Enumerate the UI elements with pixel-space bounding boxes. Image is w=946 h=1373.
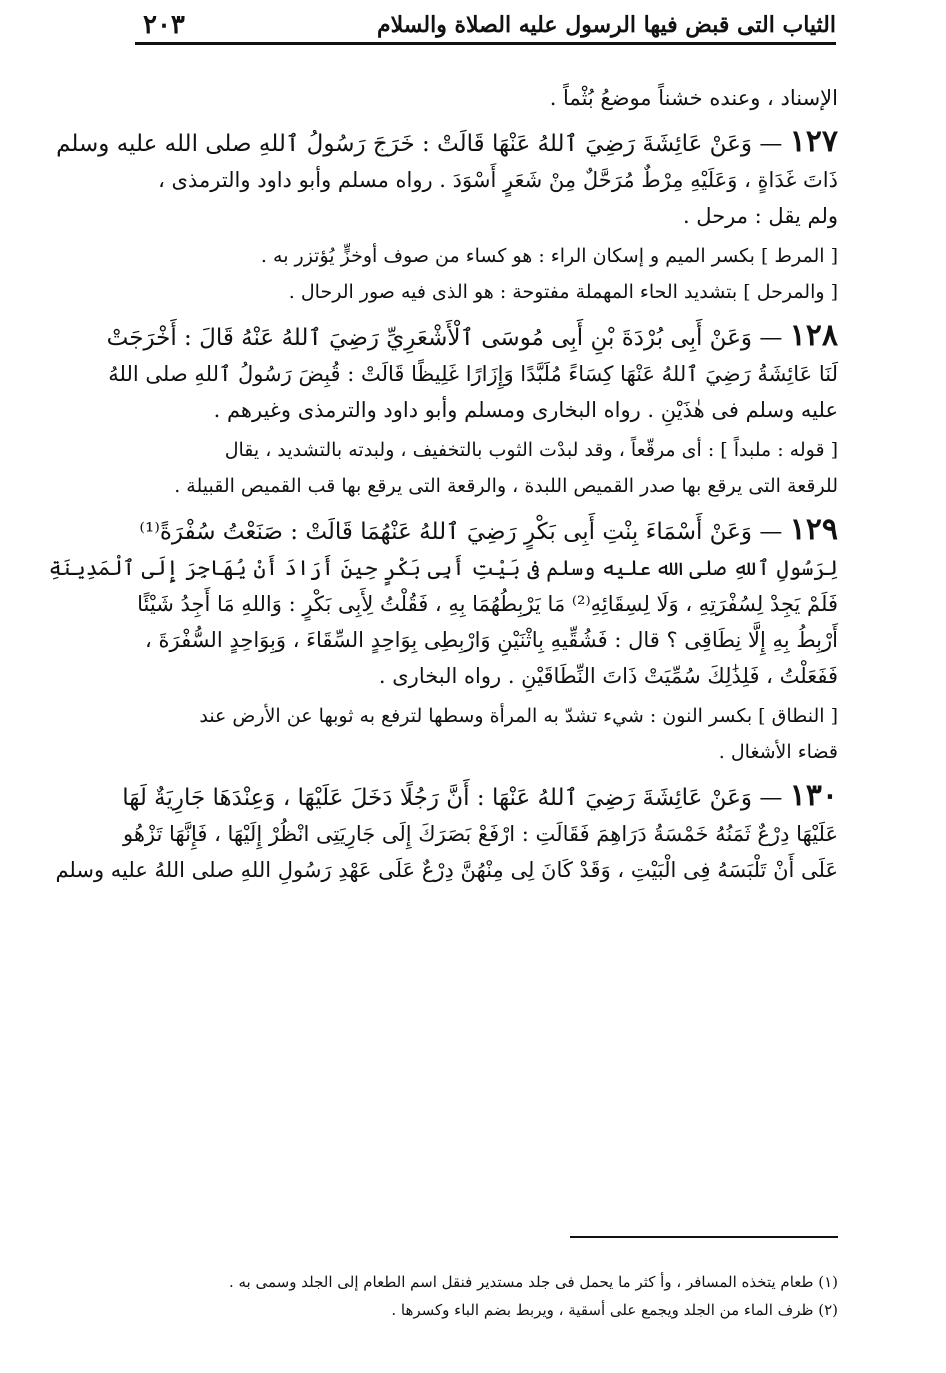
commentary bbox=[132, 432, 838, 504]
page-body bbox=[48, 80, 838, 888]
header-rule bbox=[135, 42, 836, 45]
hadith-number: ١٢٨ bbox=[789, 318, 838, 353]
hadith-line: عَلَى أَنْ تَلْبَسَهُ فِى الْبَيْتِ ، وَقَدْ كَانَ لِى مِنْهُنَّ دِرْعٌ عَلَى عَهْدِ رَسُولِ اللهِ صلى اللهُ عليه وسلم bbox=[55, 858, 838, 882]
hadith-129 bbox=[48, 512, 838, 770]
intro-line: الإسناد ، وعنده خشناً موضعُ بُثْماً . bbox=[549, 86, 838, 110]
hadith-number: ١٣٠ bbox=[789, 778, 838, 813]
hadith-line bbox=[132, 512, 838, 550]
hadith-line: عليه وسلم فى هٰذَيْنِ . رواه البخارى ومسلم وأبو داود والترمذى وغيرهم . bbox=[213, 398, 838, 422]
commentary-line: [ المرط ] بكسر الميم و إسكان الراء : هو كساء من صوف أوخزٍّ يُؤتزر به . bbox=[260, 245, 838, 267]
hadith-text: — وَعَنْ أَبِى بُرْدَةَ بْنِ أَبِى مُوسَى ٱلْأَشْعَرِيِّ رَضِيَ ٱللهُ عَنْهُ قَالَ : أَخْرَجَتْ bbox=[106, 325, 783, 351]
commentary-line: [ والمرحل ] بتشديد الحاء المهملة مفتوحة : هو الذى فيه صور الرحال . bbox=[288, 281, 838, 303]
hadith-text: — وَعَنْ أَسْمَاءَ بِنْتِ أَبِى بَكْرٍ رَضِيَ ٱللهُ عَنْهُمَا قَالَتْ : صَنَعْتُ سُفْرَةً⁽¹⁾ bbox=[139, 519, 783, 545]
footnote-1: (١) طعام يتخذه المسافر ، وأ كثر ما يحمل فى جلد مستدير فنقل اسم الطعام إلى الجلد وسمى به . bbox=[228, 1273, 838, 1291]
hadith-line: ذَاتَ غَدَاةٍ ، وَعَلَيْهِ مِرْطٌ مُرَحَّلٌ مِنْ شَعَرٍ أَسْوَدَ . رواه مسلم وأبو داود والترمذى ، bbox=[158, 168, 838, 192]
hadith-text: — وَعَنْ عَائِشَةَ رَضِيَ ٱللهُ عَنْهَا قَالَتْ : خَرَجَ رَسُولُ ٱللهِ صلى الله عليه وسلم bbox=[56, 131, 783, 157]
hadith-line: أَرْبِطُ بِهِ إِلَّا نِطَاقِى ؟ قال : فَشُقِّيهِ بِاثْنَيْنِ وَارْبِطِى بِوَاحِدٍ السِّقَاءَ ، وَبِوَاحِدٍ السُّفْرَةَ ، bbox=[145, 628, 838, 652]
hadith-number: ١٢٧ bbox=[789, 124, 838, 159]
hadith-127 bbox=[56, 124, 838, 310]
commentary bbox=[132, 698, 838, 770]
commentary-line: قضاء الأشغال . bbox=[718, 741, 838, 763]
hadith-line bbox=[56, 124, 838, 162]
footnote-2: (٢) ظرف الماء من الجلد ويجمع على أسقية ، ويربط بضم الباء وكسرها . bbox=[391, 1301, 838, 1319]
page-header bbox=[135, 8, 836, 40]
hadith-line: عَلَيْهَا دِرْعٌ ثَمَنُهُ خَمْسَةُ دَرَاهِمَ فَقَالَتِ : ارْفَعْ بَصَرَكَ إِلَى جَارِيَتِى انْظُرْ إِلَيْهَا ، فَإِنَّهَا تَزْهُو bbox=[123, 822, 838, 846]
commentary-line: [ قوله : ملبداً ] : أى مرقّعاً ، وقد لبدْت الثوب بالتخفيف ، ولبدته بالتشديد ، يقال bbox=[224, 439, 838, 461]
hadith-line: فَفَعَلْتُ ، فَلِذَٰلِكَ سُمِّيَتْ ذَاتَ النِّطَاقَيْنِ . رواه البخارى . bbox=[378, 664, 838, 688]
hadith-130 bbox=[55, 778, 838, 888]
footnotes bbox=[150, 1268, 838, 1324]
commentary bbox=[132, 238, 838, 310]
hadith-line: لِرَسُولِ ٱللهِ صلى الله عليه وسلم فى بَيْتِ أَبِى بَكْرٍ حِينَ أَرَادَ أَنْ يُهَاجِرَ إِلَى ٱلْمَدِينَةِ bbox=[48, 556, 838, 580]
hadith-128 bbox=[106, 318, 838, 504]
hadith-number: ١٢٩ bbox=[789, 512, 838, 547]
hadith-line bbox=[106, 318, 838, 356]
page-number: ٢٠٣ bbox=[143, 10, 185, 40]
hadith-line: فَلَمْ يَجِدْ لِسُفْرَتِهِ ، وَلَا لِسِقَائِهِ⁽²⁾ مَا يَرْبِطُهُمَا بِهِ ، فَقُلْتُ لِأَبِى بَكْرٍ : وَاللهِ مَا أَجِدُ شَيْئًا bbox=[137, 592, 838, 616]
hadith-line: ولم يقل : مرحل . bbox=[682, 204, 838, 228]
running-title: الثياب التى قبض فيها الرسول عليه الصلاة والسلام bbox=[377, 12, 836, 38]
commentary-line: للرقعة التى يرقع بها صدر القميص اللبدة ، والرقعة التى يرقع بها قب القميص القبيلة . bbox=[174, 475, 838, 497]
hadith-line: لَنَا عَائِشَةُ رَضِيَ ٱللهُ عَنْهَا كِسَاءً مُلَبَّدًا وَإِزَارًا غَلِيظًا قَالَتْ : قُبِضَ رَسُولُ ٱللهِ صلى اللهُ bbox=[108, 362, 838, 386]
hadith-text: — وَعَنْ عَائِشَةَ رَضِيَ ٱللهُ عَنْهَا : أَنَّ رَجُلًا دَخَلَ عَلَيْهَا ، وَعِنْدَهَا جَارِيَةٌ لَهَا bbox=[122, 785, 783, 811]
hadith-line bbox=[122, 778, 838, 816]
footnote-rule bbox=[570, 1236, 838, 1238]
commentary-line: [ النطاق ] بكسر النون : شيء تشدّ به المرأة وسطها لترفع به ثوبها عن الأرض عند bbox=[199, 705, 838, 727]
